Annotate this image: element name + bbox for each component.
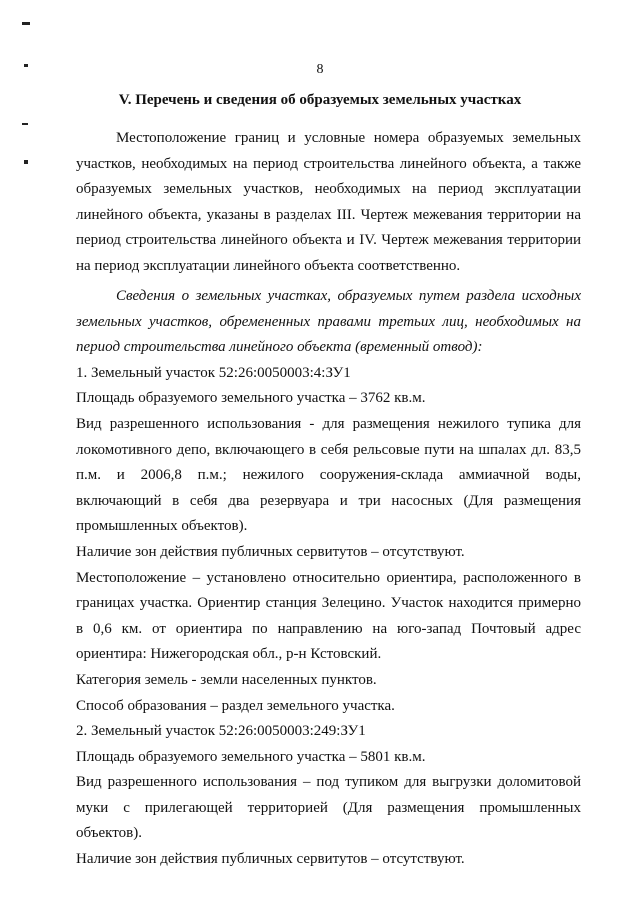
section-subtitle: Сведения о земельных участках, образуемых путем раздела исходных земельных участков, обремененных правами третьих лиц, необходимых на период строительства линейного объекта (временный отвод):	[76, 288, 581, 356]
intro-paragraph: Местоположение границ и условные номера образуемых земельных участков, необходимых на период строительства линейного объекта, а также образуемых земельных участков, необходимых на период эксплуатации линейного объекта, указаны в разделах III. Чертеж межевания территории на период строительства линейного объекта и IV. Чертеж межевания территории на период эксплуатации линейного объекта соответственно.	[76, 130, 581, 274]
page-number: 8	[316, 62, 324, 77]
plot-method: Способ образования – раздел земельного участка.	[76, 697, 395, 714]
plot-category: Категория земель - земли населенных пунктов.	[76, 671, 377, 688]
plot-area: Площадь образуемого земельного участка – 5801 кв.м.	[76, 748, 426, 765]
plot-servitude: Наличие зон действия публичных сервитутов – отсутствуют.	[76, 851, 465, 868]
plot-title: 1. Земельный участок 52:26:0050003:4:ЗУ1	[76, 364, 351, 381]
section-heading: V. Перечень и сведения об образуемых земельных участках	[118, 92, 522, 108]
plot-use: Вид разрешенного использования – под тупиком для выгрузки доломитовой муки с прилегающей территорией (Для размещения промышленных объектов).	[76, 774, 581, 842]
plot-servitude: Наличие зон действия публичных сервитутов – отсутствуют.	[76, 543, 465, 560]
plot-location: Местоположение – установлено относительно ориентира, расположенного в границах участка. Ориентир станция Зелецино. Участок находится примерно в 0,6 км. от ориентира по направлению на юго-запад Почтовый адрес ориентира: Нижегородская обл., р-н Кстовский.	[76, 569, 581, 663]
scan-mark	[24, 160, 28, 164]
scan-mark	[22, 22, 30, 25]
plot-use: Вид разрешенного использования - для размещения нежилого тупика для локомотивного депо, включающего в себя рельсовые пути на шпалах дл. 83,5 п.м. и 2006,8 п.м.; нежилого сооружения-склада аммиачной воды, включающий в себя два резервуара и три насосных (Для размещения промышленных объектов).	[76, 415, 581, 535]
scan-mark	[22, 123, 28, 125]
plot-title: 2. Земельный участок 52:26:0050003:249:ЗУ1	[76, 723, 366, 740]
intro-block	[76, 126, 581, 280]
plots-block	[76, 284, 581, 873]
plot-area: Площадь образуемого земельного участка – 3762 кв.м.	[76, 390, 426, 407]
